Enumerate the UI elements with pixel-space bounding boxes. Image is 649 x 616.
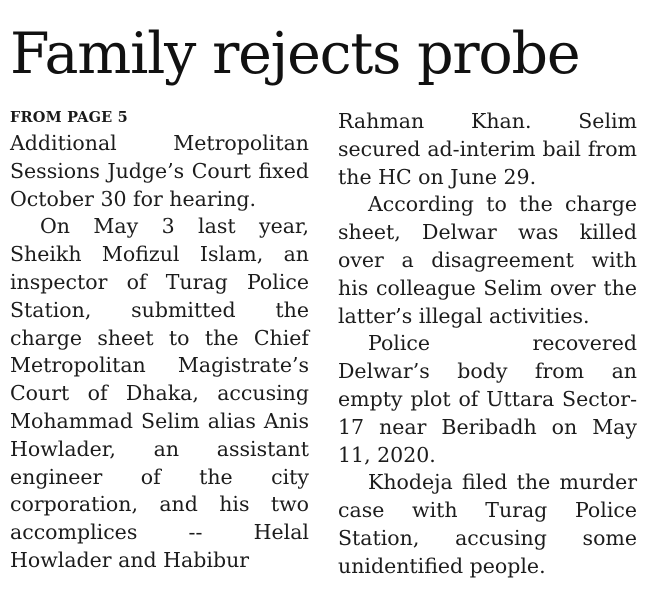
article-column-1 (10, 130, 309, 575)
paragraph: Police recovered Delwar’s body from an empty plot of Uttara Sector-17 near Beribadh on May 11, 2020. (338, 331, 637, 467)
paragraph: Additional Metropolitan Sessions Judge’s Court fixed October 30 for hearing. (10, 131, 309, 211)
headline: Family rejects probe (10, 21, 580, 87)
paragraph: On May 3 last year, Sheikh Mofizul Islam, an inspector of Turag Police Station, submitted the charge sheet to the Chief Metropolitan Magistrate’s Court of Dhaka, accusing Mohammad Selim alias Anis Howlader, an assistant engineer of the city corporation, and his two accomplices -- Helal Howlader and Habibur (10, 214, 309, 572)
paragraph: Rahman Khan. Selim secured ad-interim bail from the HC on June 29. (338, 109, 637, 189)
continuation-kicker: FROM PAGE 5 (10, 109, 128, 126)
paragraph: Khodeja filed the murder case with Turag Police Station, accusing some unidentified people. (338, 470, 637, 578)
paragraph: According to the charge sheet, Delwar was killed over a disagreement with his colleague Selim over the latter’s illegal activities. (338, 192, 637, 328)
article-column-2 (338, 108, 637, 581)
